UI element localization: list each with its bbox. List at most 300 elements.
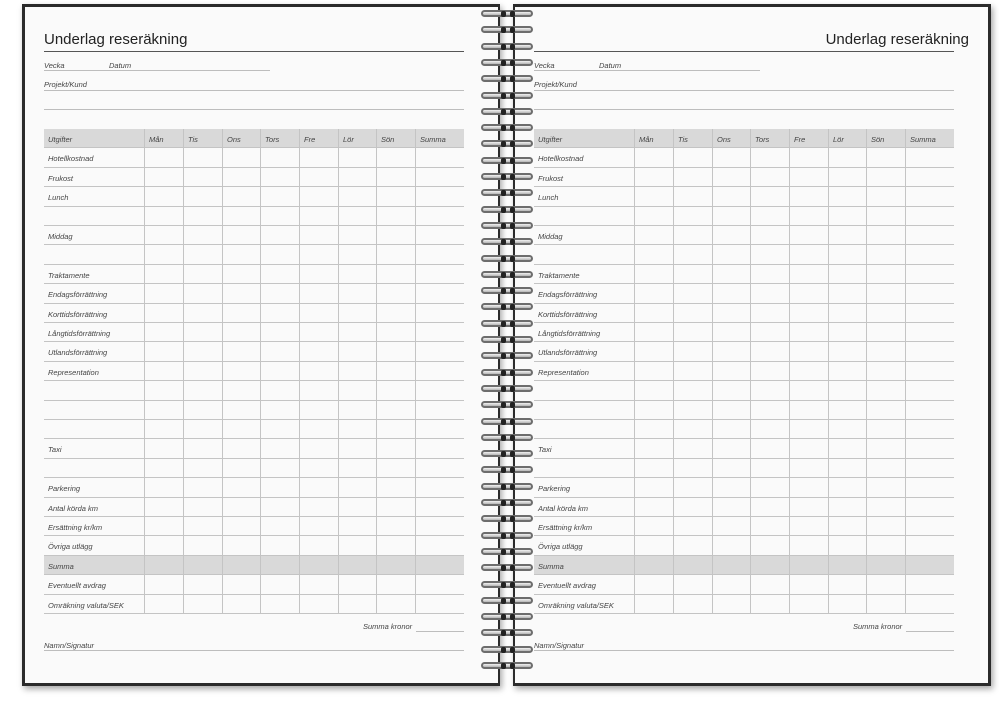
amount-cell[interactable] [338, 498, 376, 516]
amount-cell[interactable] [376, 536, 415, 554]
amount-cell[interactable] [789, 478, 828, 496]
amount-cell[interactable] [673, 245, 712, 263]
amount-cell[interactable] [222, 148, 260, 166]
amount-cell[interactable] [712, 517, 750, 535]
amount-cell[interactable] [222, 401, 260, 419]
amount-cell[interactable] [183, 168, 222, 186]
amount-cell[interactable] [828, 536, 866, 554]
amount-cell[interactable] [828, 420, 866, 438]
amount-cell[interactable] [415, 207, 464, 225]
amount-cell[interactable] [299, 556, 338, 574]
amount-cell[interactable] [673, 284, 712, 302]
amount-cell[interactable] [789, 207, 828, 225]
amount-cell[interactable] [299, 148, 338, 166]
amount-cell[interactable] [183, 381, 222, 399]
amount-cell[interactable] [634, 226, 673, 244]
amount-cell[interactable] [183, 517, 222, 535]
amount-cell[interactable] [260, 245, 299, 263]
amount-cell[interactable] [866, 439, 905, 457]
amount-cell[interactable] [712, 362, 750, 380]
amount-cell[interactable] [144, 498, 183, 516]
amount-cell[interactable] [222, 420, 260, 438]
amount-cell[interactable] [299, 265, 338, 283]
amount-cell[interactable] [144, 517, 183, 535]
amount-cell[interactable] [260, 556, 299, 574]
amount-cell[interactable] [828, 401, 866, 419]
amount-cell[interactable] [299, 420, 338, 438]
amount-cell[interactable] [673, 265, 712, 283]
amount-cell[interactable] [750, 245, 789, 263]
amount-cell[interactable] [415, 478, 464, 496]
amount-cell[interactable] [905, 381, 954, 399]
amount-cell[interactable] [866, 168, 905, 186]
amount-cell[interactable] [712, 575, 750, 593]
amount-cell[interactable] [338, 459, 376, 477]
amount-cell[interactable] [338, 595, 376, 613]
amount-cell[interactable] [376, 226, 415, 244]
amount-cell[interactable] [376, 207, 415, 225]
amount-cell[interactable] [415, 498, 464, 516]
amount-cell[interactable] [260, 362, 299, 380]
amount-cell[interactable] [338, 148, 376, 166]
amount-cell[interactable] [750, 304, 789, 322]
amount-cell[interactable] [866, 226, 905, 244]
amount-cell[interactable] [789, 536, 828, 554]
amount-cell[interactable] [376, 187, 415, 205]
amount-cell[interactable] [376, 459, 415, 477]
amount-cell[interactable] [634, 478, 673, 496]
amount-cell[interactable] [299, 323, 338, 341]
amount-cell[interactable] [905, 245, 954, 263]
amount-cell[interactable] [376, 148, 415, 166]
amount-cell[interactable] [299, 207, 338, 225]
amount-cell[interactable] [634, 517, 673, 535]
amount-cell[interactable] [222, 498, 260, 516]
amount-cell[interactable] [673, 401, 712, 419]
amount-cell[interactable] [712, 284, 750, 302]
amount-cell[interactable] [299, 595, 338, 613]
amount-cell[interactable] [712, 498, 750, 516]
amount-cell[interactable] [828, 478, 866, 496]
amount-cell[interactable] [222, 187, 260, 205]
amount-cell[interactable] [144, 284, 183, 302]
amount-cell[interactable] [183, 362, 222, 380]
amount-cell[interactable] [144, 401, 183, 419]
amount-cell[interactable] [299, 342, 338, 360]
amount-cell[interactable] [789, 304, 828, 322]
amount-cell[interactable] [222, 323, 260, 341]
amount-cell[interactable] [260, 226, 299, 244]
amount-cell[interactable] [144, 245, 183, 263]
amount-cell[interactable] [673, 498, 712, 516]
amount-cell[interactable] [712, 401, 750, 419]
amount-cell[interactable] [634, 187, 673, 205]
amount-cell[interactable] [905, 304, 954, 322]
amount-cell[interactable] [260, 517, 299, 535]
amount-cell[interactable] [712, 439, 750, 457]
amount-cell[interactable] [376, 595, 415, 613]
amount-cell[interactable] [905, 284, 954, 302]
amount-cell[interactable] [222, 245, 260, 263]
amount-cell[interactable] [905, 207, 954, 225]
amount-cell[interactable] [828, 207, 866, 225]
amount-cell[interactable] [183, 304, 222, 322]
amount-cell[interactable] [222, 265, 260, 283]
amount-cell[interactable] [183, 536, 222, 554]
amount-cell[interactable] [183, 401, 222, 419]
amount-cell[interactable] [299, 498, 338, 516]
amount-cell[interactable] [222, 459, 260, 477]
amount-cell[interactable] [338, 362, 376, 380]
amount-cell[interactable] [634, 381, 673, 399]
amount-cell[interactable] [828, 187, 866, 205]
amount-cell[interactable] [299, 575, 338, 593]
amount-cell[interactable] [183, 478, 222, 496]
amount-cell[interactable] [673, 207, 712, 225]
amount-cell[interactable] [828, 556, 866, 574]
amount-cell[interactable] [905, 187, 954, 205]
amount-cell[interactable] [789, 381, 828, 399]
amount-cell[interactable] [866, 245, 905, 263]
amount-cell[interactable] [673, 148, 712, 166]
amount-cell[interactable] [634, 245, 673, 263]
amount-cell[interactable] [260, 420, 299, 438]
amount-cell[interactable] [415, 245, 464, 263]
amount-cell[interactable] [222, 381, 260, 399]
amount-cell[interactable] [866, 478, 905, 496]
amount-cell[interactable] [260, 304, 299, 322]
amount-cell[interactable] [905, 420, 954, 438]
amount-cell[interactable] [750, 595, 789, 613]
amount-cell[interactable] [415, 556, 464, 574]
amount-cell[interactable] [712, 323, 750, 341]
amount-cell[interactable] [905, 362, 954, 380]
amount-cell[interactable] [789, 362, 828, 380]
amount-cell[interactable] [144, 536, 183, 554]
amount-cell[interactable] [415, 187, 464, 205]
amount-cell[interactable] [789, 595, 828, 613]
amount-cell[interactable] [866, 459, 905, 477]
amount-cell[interactable] [750, 517, 789, 535]
amount-cell[interactable] [673, 517, 712, 535]
amount-cell[interactable] [222, 556, 260, 574]
amount-cell[interactable] [376, 498, 415, 516]
amount-cell[interactable] [905, 168, 954, 186]
amount-cell[interactable] [905, 517, 954, 535]
amount-cell[interactable] [712, 148, 750, 166]
amount-cell[interactable] [750, 459, 789, 477]
amount-cell[interactable] [750, 401, 789, 419]
amount-cell[interactable] [789, 245, 828, 263]
amount-cell[interactable] [712, 187, 750, 205]
amount-cell[interactable] [712, 595, 750, 613]
amount-cell[interactable] [338, 207, 376, 225]
amount-cell[interactable] [673, 556, 712, 574]
amount-cell[interactable] [376, 304, 415, 322]
amount-cell[interactable] [673, 226, 712, 244]
amount-cell[interactable] [905, 265, 954, 283]
amount-cell[interactable] [376, 168, 415, 186]
amount-cell[interactable] [183, 556, 222, 574]
amount-cell[interactable] [338, 536, 376, 554]
amount-cell[interactable] [828, 168, 866, 186]
amount-cell[interactable] [222, 168, 260, 186]
amount-cell[interactable] [712, 265, 750, 283]
amount-cell[interactable] [866, 187, 905, 205]
amount-cell[interactable] [415, 284, 464, 302]
amount-cell[interactable] [789, 342, 828, 360]
amount-cell[interactable] [144, 556, 183, 574]
amount-cell[interactable] [866, 362, 905, 380]
amount-cell[interactable] [828, 148, 866, 166]
amount-cell[interactable] [299, 536, 338, 554]
amount-cell[interactable] [673, 478, 712, 496]
amount-cell[interactable] [183, 265, 222, 283]
amount-cell[interactable] [828, 498, 866, 516]
amount-cell[interactable] [144, 381, 183, 399]
amount-cell[interactable] [144, 323, 183, 341]
amount-cell[interactable] [415, 323, 464, 341]
amount-cell[interactable] [376, 401, 415, 419]
amount-cell[interactable] [415, 226, 464, 244]
amount-cell[interactable] [144, 168, 183, 186]
amount-cell[interactable] [828, 284, 866, 302]
amount-cell[interactable] [376, 381, 415, 399]
amount-cell[interactable] [750, 381, 789, 399]
amount-cell[interactable] [866, 401, 905, 419]
amount-cell[interactable] [789, 284, 828, 302]
amount-cell[interactable] [299, 401, 338, 419]
projekt-field-extra[interactable] [44, 109, 464, 110]
amount-cell[interactable] [673, 342, 712, 360]
amount-cell[interactable] [260, 284, 299, 302]
amount-cell[interactable] [905, 478, 954, 496]
amount-cell[interactable] [144, 304, 183, 322]
amount-cell[interactable] [789, 187, 828, 205]
amount-cell[interactable] [260, 536, 299, 554]
amount-cell[interactable] [222, 517, 260, 535]
amount-cell[interactable] [712, 420, 750, 438]
amount-cell[interactable] [789, 459, 828, 477]
amount-cell[interactable] [828, 342, 866, 360]
amount-cell[interactable] [183, 245, 222, 263]
amount-cell[interactable] [415, 342, 464, 360]
amount-cell[interactable] [673, 459, 712, 477]
amount-cell[interactable] [673, 439, 712, 457]
amount-cell[interactable] [828, 459, 866, 477]
amount-cell[interactable] [905, 498, 954, 516]
amount-cell[interactable] [866, 148, 905, 166]
amount-cell[interactable] [712, 168, 750, 186]
summa-kronor-field[interactable] [416, 631, 464, 632]
amount-cell[interactable] [415, 148, 464, 166]
amount-cell[interactable] [828, 595, 866, 613]
amount-cell[interactable] [866, 517, 905, 535]
amount-cell[interactable] [183, 459, 222, 477]
amount-cell[interactable] [299, 362, 338, 380]
amount-cell[interactable] [673, 168, 712, 186]
summa-kronor-field[interactable] [906, 631, 954, 632]
amount-cell[interactable] [789, 226, 828, 244]
amount-cell[interactable] [183, 284, 222, 302]
amount-cell[interactable] [905, 575, 954, 593]
amount-cell[interactable] [673, 187, 712, 205]
amount-cell[interactable] [415, 381, 464, 399]
amount-cell[interactable] [712, 459, 750, 477]
amount-cell[interactable] [299, 284, 338, 302]
amount-cell[interactable] [415, 362, 464, 380]
amount-cell[interactable] [828, 226, 866, 244]
amount-cell[interactable] [634, 575, 673, 593]
amount-cell[interactable] [673, 362, 712, 380]
projekt-field[interactable] [44, 90, 464, 91]
amount-cell[interactable] [338, 575, 376, 593]
amount-cell[interactable] [144, 595, 183, 613]
amount-cell[interactable] [299, 459, 338, 477]
amount-cell[interactable] [222, 362, 260, 380]
amount-cell[interactable] [376, 362, 415, 380]
amount-cell[interactable] [376, 342, 415, 360]
amount-cell[interactable] [789, 498, 828, 516]
amount-cell[interactable] [750, 478, 789, 496]
amount-cell[interactable] [750, 536, 789, 554]
amount-cell[interactable] [905, 439, 954, 457]
amount-cell[interactable] [376, 517, 415, 535]
amount-cell[interactable] [415, 459, 464, 477]
amount-cell[interactable] [750, 556, 789, 574]
amount-cell[interactable] [183, 342, 222, 360]
amount-cell[interactable] [634, 323, 673, 341]
amount-cell[interactable] [222, 575, 260, 593]
amount-cell[interactable] [634, 265, 673, 283]
amount-cell[interactable] [338, 168, 376, 186]
amount-cell[interactable] [376, 556, 415, 574]
amount-cell[interactable] [260, 381, 299, 399]
amount-cell[interactable] [750, 575, 789, 593]
signature-field[interactable] [534, 650, 954, 651]
amount-cell[interactable] [183, 207, 222, 225]
amount-cell[interactable] [828, 265, 866, 283]
amount-cell[interactable] [299, 478, 338, 496]
amount-cell[interactable] [144, 575, 183, 593]
amount-cell[interactable] [376, 284, 415, 302]
amount-cell[interactable] [144, 342, 183, 360]
amount-cell[interactable] [712, 226, 750, 244]
amount-cell[interactable] [299, 245, 338, 263]
amount-cell[interactable] [183, 439, 222, 457]
amount-cell[interactable] [338, 401, 376, 419]
amount-cell[interactable] [260, 342, 299, 360]
amount-cell[interactable] [222, 595, 260, 613]
amount-cell[interactable] [866, 284, 905, 302]
amount-cell[interactable] [338, 420, 376, 438]
amount-cell[interactable] [299, 439, 338, 457]
amount-cell[interactable] [183, 595, 222, 613]
amount-cell[interactable] [338, 265, 376, 283]
amount-cell[interactable] [712, 304, 750, 322]
amount-cell[interactable] [260, 207, 299, 225]
amount-cell[interactable] [866, 265, 905, 283]
amount-cell[interactable] [338, 342, 376, 360]
amount-cell[interactable] [338, 284, 376, 302]
amount-cell[interactable] [750, 265, 789, 283]
amount-cell[interactable] [866, 342, 905, 360]
amount-cell[interactable] [789, 323, 828, 341]
amount-cell[interactable] [712, 207, 750, 225]
amount-cell[interactable] [183, 420, 222, 438]
amount-cell[interactable] [260, 459, 299, 477]
amount-cell[interactable] [905, 226, 954, 244]
amount-cell[interactable] [415, 536, 464, 554]
amount-cell[interactable] [415, 401, 464, 419]
amount-cell[interactable] [183, 498, 222, 516]
amount-cell[interactable] [866, 536, 905, 554]
amount-cell[interactable] [260, 478, 299, 496]
amount-cell[interactable] [634, 304, 673, 322]
amount-cell[interactable] [144, 420, 183, 438]
amount-cell[interactable] [376, 245, 415, 263]
amount-cell[interactable] [905, 401, 954, 419]
amount-cell[interactable] [712, 556, 750, 574]
amount-cell[interactable] [673, 323, 712, 341]
amount-cell[interactable] [260, 575, 299, 593]
amount-cell[interactable] [789, 265, 828, 283]
amount-cell[interactable] [144, 459, 183, 477]
amount-cell[interactable] [415, 420, 464, 438]
amount-cell[interactable] [634, 148, 673, 166]
amount-cell[interactable] [144, 148, 183, 166]
amount-cell[interactable] [789, 575, 828, 593]
amount-cell[interactable] [222, 304, 260, 322]
amount-cell[interactable] [299, 226, 338, 244]
amount-cell[interactable] [338, 439, 376, 457]
amount-cell[interactable] [338, 323, 376, 341]
amount-cell[interactable] [828, 517, 866, 535]
amount-cell[interactable] [144, 226, 183, 244]
amount-cell[interactable] [634, 439, 673, 457]
amount-cell[interactable] [634, 459, 673, 477]
amount-cell[interactable] [673, 420, 712, 438]
amount-cell[interactable] [260, 265, 299, 283]
amount-cell[interactable] [183, 187, 222, 205]
amount-cell[interactable] [338, 478, 376, 496]
amount-cell[interactable] [750, 439, 789, 457]
amount-cell[interactable] [260, 439, 299, 457]
amount-cell[interactable] [299, 517, 338, 535]
amount-cell[interactable] [905, 459, 954, 477]
amount-cell[interactable] [183, 323, 222, 341]
amount-cell[interactable] [673, 595, 712, 613]
amount-cell[interactable] [828, 245, 866, 263]
amount-cell[interactable] [866, 595, 905, 613]
vecka-datum-field[interactable] [44, 70, 270, 71]
amount-cell[interactable] [828, 439, 866, 457]
amount-cell[interactable] [260, 168, 299, 186]
amount-cell[interactable] [338, 517, 376, 535]
amount-cell[interactable] [905, 342, 954, 360]
amount-cell[interactable] [415, 575, 464, 593]
amount-cell[interactable] [183, 226, 222, 244]
amount-cell[interactable] [144, 478, 183, 496]
amount-cell[interactable] [712, 381, 750, 399]
amount-cell[interactable] [338, 381, 376, 399]
amount-cell[interactable] [144, 207, 183, 225]
amount-cell[interactable] [144, 362, 183, 380]
amount-cell[interactable] [905, 556, 954, 574]
amount-cell[interactable] [634, 168, 673, 186]
amount-cell[interactable] [299, 381, 338, 399]
amount-cell[interactable] [222, 439, 260, 457]
